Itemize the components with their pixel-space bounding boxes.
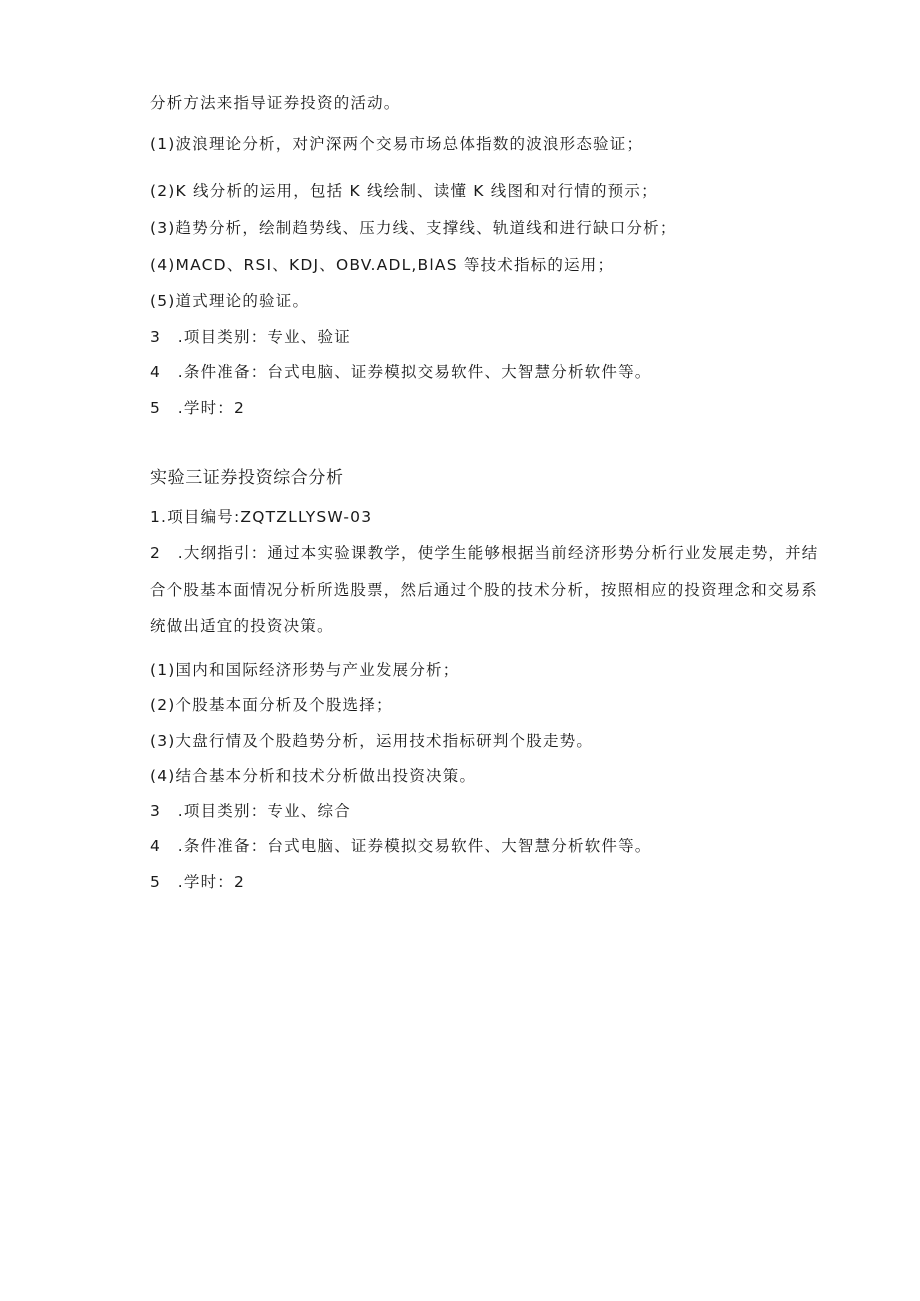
list-item: (4)MACD、RSI、KDJ、OBV.ADL,BlAS 等技术指标的运用； [150,256,615,274]
project-category: 3 .项目类别：专业、验证 [150,328,351,346]
project-code: 1.项目编号:ZQTZLLYSW-03 [150,508,373,526]
list-item: (3)大盘行情及个股趋势分析，运用技术指标研判个股走势。 [150,732,594,750]
section-title: 实验三证券投资综合分析 [150,468,344,488]
conditions: 4 .条件准备：台式电脑、证券模拟交易软件、大智慧分析软件等。 [150,363,652,381]
list-item: (3)趋势分析，绘制趋势线、压力线、支撑线、轨道线和进行缺口分析； [150,219,677,237]
outline-line: 统做出适宜的投资决策。 [150,617,334,635]
project-category: 3 .项目类别：专业、综合 [150,802,351,820]
list-item: (2)个股基本面分析及个股选择； [150,696,393,714]
list-item: (2)K 线分析的运用，包括 K 线绘制、读懂 K 线图和对行情的预示； [150,182,658,200]
conditions: 4 .条件准备：台式电脑、证券模拟交易软件、大智慧分析软件等。 [150,837,652,855]
list-item: (4)结合基本分析和技术分析做出投资决策。 [150,767,477,785]
hours: 5 .学时：2 [150,399,246,417]
hours: 5 .学时：2 [150,873,246,891]
list-item: (1)国内和国际经济形势与产业发展分析； [150,661,460,679]
list-item: (1)波浪理论分析，对沪深两个交易市场总体指数的波浪形态验证； [150,135,644,153]
intro-tail-text: 分析方法来指导证券投资的活动。 [150,94,401,112]
list-item: (5)道式理论的验证。 [150,292,310,310]
outline-line: 合个股基本面情况分析所选股票，然后通过个股的技术分析，按照相应的投资理念和交易系 [150,581,819,599]
outline-line: 2 .大纲指引：通过本实验课教学，使学生能够根据当前经济形势分析行业发展走势，并结 [150,544,819,562]
